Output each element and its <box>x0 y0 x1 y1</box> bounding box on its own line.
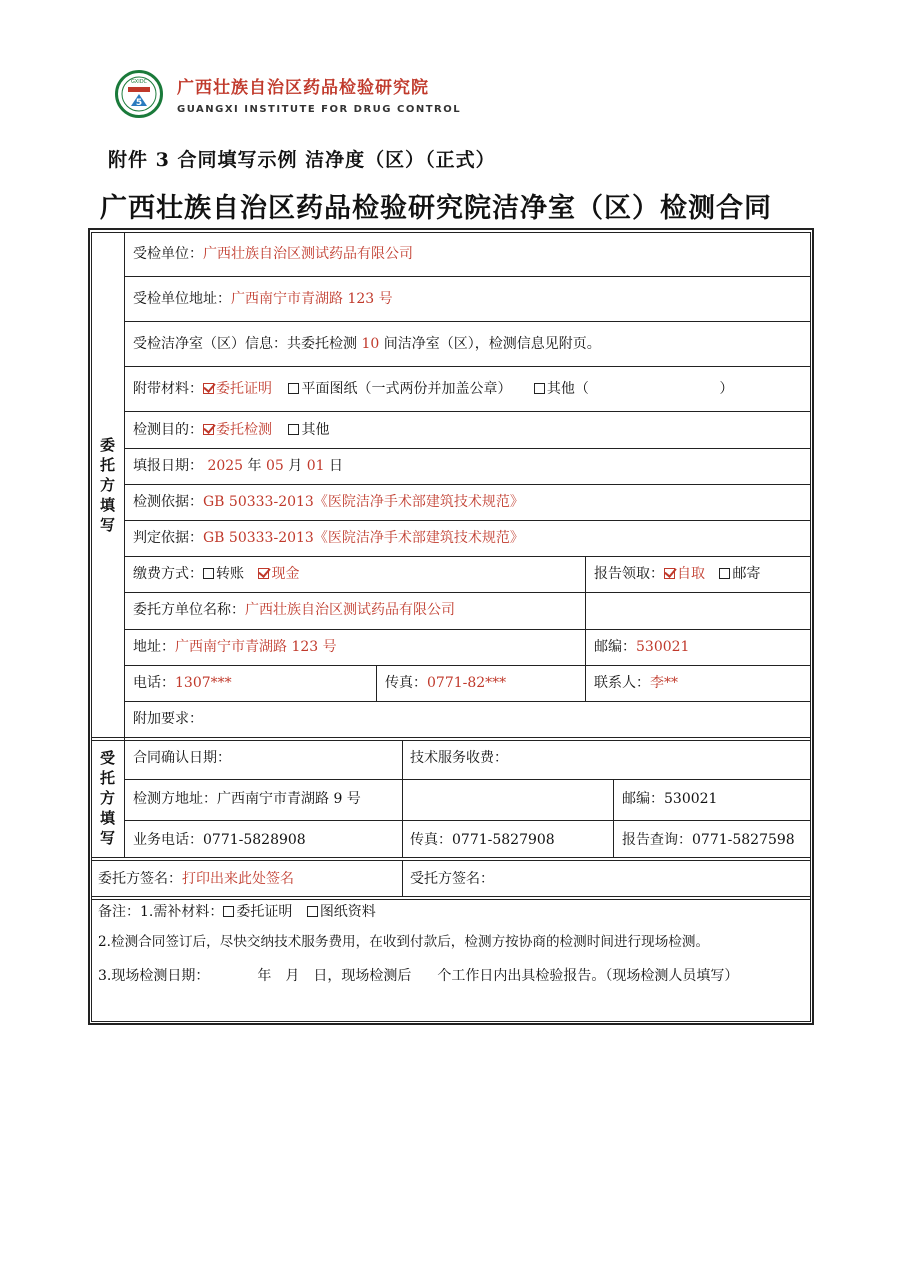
client-address-row: 地址：广西南宁市青湖路 123 号 <box>133 639 337 655</box>
client-phone-value[interactable]: 1307*** <box>175 675 232 691</box>
service-fee-field[interactable]: 技术服务收费： <box>410 750 508 766</box>
purpose-row: 检测目的： 委托检测 其他 <box>133 422 330 438</box>
notes-line-1: 备注：1.需补材料： 委托证明 图纸资料 <box>98 904 376 920</box>
contractor-postcode: 邮编：530021 <box>622 791 718 807</box>
inspected-address-value[interactable]: 广西南宁市青湖路 123 号 <box>231 291 393 307</box>
contractor-address: 检测方地址：广西南宁市青湖路 9 号 <box>133 791 361 807</box>
institute-logo <box>115 70 163 118</box>
contractor-signature-field[interactable]: 受托方签名： <box>410 871 494 887</box>
room-count-value[interactable]: 10 <box>361 336 380 352</box>
client-name-row: 委托方单位名称：广西壮族自治区测试药品有限公司 <box>133 602 455 618</box>
test-basis-row: 检测依据：GB 50333-2013《医院洁净手术部建筑技术规范》 <box>133 494 524 510</box>
inspected-unit-value[interactable]: 广西壮族自治区测试药品有限公司 <box>203 246 413 262</box>
org-name-cn: 广西壮族自治区药品检验研究院 <box>177 78 429 98</box>
inspected-address-row: 受检单位地址：广西南宁市青湖路 123 号 <box>133 291 393 307</box>
client-address-value[interactable]: 广西南宁市青湖路 123 号 <box>175 639 337 655</box>
materials-drawings-checkbox[interactable] <box>288 383 299 394</box>
client-signature-field[interactable]: 委托方签名：打印出来此处签名 <box>98 871 294 887</box>
notes-line-2: 2.检测合同签订后，尽快交纳技术服务费用，在收到付款后，检测方按协商的检测时间进行现场检测。 <box>98 934 710 950</box>
contract-title: 广西壮族自治区药品检验研究院洁净室（区）检测合同 <box>100 193 772 224</box>
header <box>115 70 461 118</box>
annex-title: 附件 3 合同填写示例 洁净度（区）（正式） <box>108 149 496 171</box>
notes-drawings-checkbox[interactable] <box>307 906 318 917</box>
client-phone-row: 电话：1307*** <box>133 675 232 691</box>
inspected-unit-row: 受检单位：广西壮族自治区测试药品有限公司 <box>133 246 413 262</box>
materials-row: 附带材料： 委托证明 平面图纸（一式两份并加盖公章） 其他（ ） <box>133 381 734 397</box>
room-info-row: 受检洁净室（区）信息：共委托检测 10 间洁净室（区），检测信息见附页。 <box>133 336 601 352</box>
materials-commission-checkbox[interactable] <box>203 383 214 394</box>
materials-other-checkbox[interactable] <box>534 383 545 394</box>
extra-requirements-row[interactable]: 附加要求： <box>133 711 203 727</box>
client-fax-value[interactable]: 0771-82*** <box>427 675 507 691</box>
purpose-commission-checkbox[interactable] <box>203 424 214 435</box>
contractor-fax: 传真：0771-5827908 <box>410 832 555 848</box>
judge-basis-value[interactable]: GB 50333-2013《医院洁净手术部建筑技术规范》 <box>203 530 524 546</box>
date-day[interactable]: 01 <box>306 458 325 474</box>
client-fax-row: 传真：0771-82*** <box>385 675 507 691</box>
client-postcode-row: 邮编：530021 <box>594 639 690 655</box>
fill-date-row: 填报日期： 2025 年 05 月 01 日 <box>133 458 344 474</box>
contractor-report-query: 报告查询：0771-5827598 <box>622 832 795 848</box>
notes-line-3: 3.现场检测日期： 年 月 日，现场检测后 个工作日内出具检验报告。（现场检测人员填写） <box>98 968 739 984</box>
confirm-date-field[interactable]: 合同确认日期： <box>133 750 231 766</box>
payment-row: 缴费方式： 转账 现金 <box>133 566 300 582</box>
client-contact-value[interactable]: 李** <box>650 675 678 691</box>
client-signature-value: 打印出来此处签名 <box>182 871 294 887</box>
payment-transfer-checkbox[interactable] <box>203 568 214 579</box>
svg-text:5: 5 <box>135 98 143 108</box>
purpose-other-checkbox[interactable] <box>288 424 299 435</box>
org-name-en: GUANGXI INSTITUTE FOR DRUG CONTROL <box>177 104 462 115</box>
payment-cash-checkbox[interactable] <box>258 568 269 579</box>
report-self-checkbox[interactable] <box>664 568 675 579</box>
date-year[interactable]: 2025 <box>207 458 244 474</box>
client-name-value[interactable]: 广西壮族自治区测试药品有限公司 <box>245 602 455 618</box>
test-basis-value[interactable]: GB 50333-2013《医院洁净手术部建筑技术规范》 <box>203 494 524 510</box>
contractor-side-label: 受 托 方 填 写 <box>99 749 115 847</box>
judge-basis-row: 判定依据：GB 50333-2013《医院洁净手术部建筑技术规范》 <box>133 530 524 546</box>
svg-text:GXIDC: GXIDC <box>130 79 148 85</box>
client-contact-row: 联系人：李** <box>594 675 678 691</box>
report-mail-checkbox[interactable] <box>719 568 730 579</box>
notes-commission-checkbox[interactable] <box>223 906 234 917</box>
client-side-label: 委 托 方 填 写 <box>99 435 115 534</box>
contractor-biz-phone: 业务电话：0771-5828908 <box>133 832 306 848</box>
report-pickup-row: 报告领取： 自取 邮寄 <box>594 566 761 582</box>
date-month[interactable]: 05 <box>266 458 284 474</box>
client-postcode-value[interactable]: 530021 <box>636 639 690 655</box>
